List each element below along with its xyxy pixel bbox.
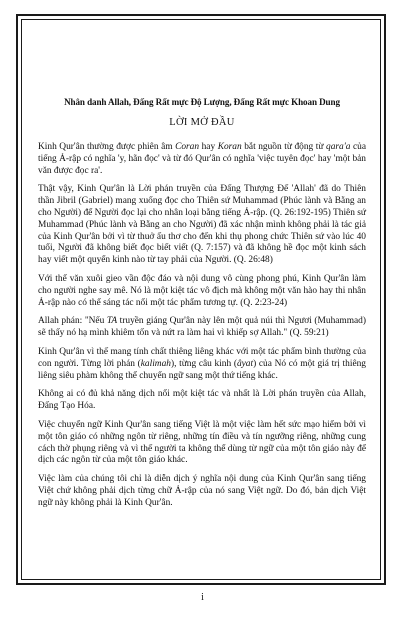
body-paragraph	[38, 420, 366, 467]
body-paragraph	[38, 474, 366, 509]
body-paragraph	[38, 274, 366, 309]
text-run: hay	[199, 142, 218, 152]
text-run: Việc chuyển ngữ Kinh Qur'ân sang tiếng Việt là một việc làm hết sức mạo hiểm bởi vì một tôn giáo có những ngôn từ riêng, những tín điều và tín ngưỡng riêng, những cung cách thờ phụng riêng và vì thế người ta không thể dùng từ ngữ của một tôn giáo này để dịch các ngôn từ của một tôn giáo khác.	[38, 419, 366, 466]
italic-term: kalimah	[140, 358, 171, 369]
italic-term: Coran	[175, 142, 200, 152]
body-paragraph	[38, 347, 366, 382]
body-paragraph	[38, 389, 366, 413]
paragraph-list	[38, 142, 366, 510]
text-run: ), từng câu kinh (	[170, 358, 237, 369]
page-title: LỜI MỞ ĐẦU	[169, 117, 235, 128]
content-area	[21, 19, 381, 580]
text-run: Kinh Qur'ân thường được phiên âm	[38, 142, 176, 152]
basmala-line: Nhân danh Allah, Đấng Rất mực Độ Lượng, Đấng Rất mực Khoan Dung	[64, 97, 340, 107]
text-run: Với thể văn xuôi gieo vần độc đáo và nội dung vô cùng phong phú, Kinh Qur'ân làm cho người nghe say mê. Nó là một kiệt tác vô địch mà không một văn hào hay thi nhân Ả-rập nào có thể sáng tác nổi một tác phẩm tương tự. (Q. 2:23-24)	[38, 273, 366, 308]
text-run: bắt nguồn từ động từ	[241, 142, 327, 152]
body-paragraph	[38, 142, 366, 177]
body-paragraph	[38, 184, 366, 267]
italic-term: TA	[106, 316, 118, 327]
italic-term: Koran	[217, 142, 242, 152]
italic-term: âyat	[236, 358, 254, 369]
text-run: Kinh Qur'ân vì thế mang tính chất thiêng liêng khác với một tác phẩm bình thường của con người. Từng lời phán (	[38, 346, 366, 369]
italic-term: qara'a	[326, 142, 351, 152]
text-run: Allah phán: "Nếu	[38, 316, 107, 327]
text-run: Thật vậy, Kinh Qur'ân là Lời phán truyền của Đấng Thượng Đế 'Allah' đã do Thiên thần Jibril (Gabriel) mang xuống đọc cho Thiên sứ Muhammad (Phúc lành và Bằng an cho Người) để Người đọc lại cho nhân loại bằng tiếng Ả-rập. (Q. 26:192-195) Thiên sứ Muhammad (Phúc lành và Bằng an cho Người) đã xác nhận mình không phải là tác giả của Kinh Qur'ân bởi vì từ thuở ấu thơ cho đến khi thụ phong chức Thiên sứ vào lúc 40 tuổi, Người đã không biết đọc biết viết (Q. 7:157) và đã không hề đọc một kinh sách hay viết một quyển kinh nào từ tay phải của Người. (Q. 26:48)	[38, 184, 366, 266]
text-run: ) của Nó có một giá trị thiêng liêng siêu phàm không thể chuyển ngữ sang một thứ tiếng khác.	[38, 358, 366, 381]
text-run: Việc làm của chúng tôi chỉ là diễn dịch ý nghĩa nội dung của Kinh Qur'ân sang tiếng Việt chứ không phải dịch từng chữ Ả-rập của nó sang Việt ngữ. Do đó, bản dịch Việt ngữ này không phải là Kinh Qur'ân.	[38, 474, 366, 508]
text-run: truyền giáng Qur'ân này lên một quả núi thì Ngươi (Muhammad) sẽ thấy nó hạ mình khiêm tốn và nứt ra làm hai vì khiếp sợ Allah." (Q. 59:21)	[38, 316, 366, 339]
text-run: của tiếng Ả-rập có nghĩa 'y, hãn đọc' và từ đó Qur'ân có nghĩa 'việc tuyên đọc' hay 'một bản văn được đọc ra'.	[38, 142, 366, 176]
body-paragraph	[38, 316, 366, 340]
page-number: i	[201, 592, 204, 603]
page-border	[16, 14, 386, 585]
text-run: Không ai có đủ khả năng dịch nổi một kiệt tác và nhất là Lời phán truyền của Allah, Đấng Tạo Hóa.	[38, 389, 366, 412]
